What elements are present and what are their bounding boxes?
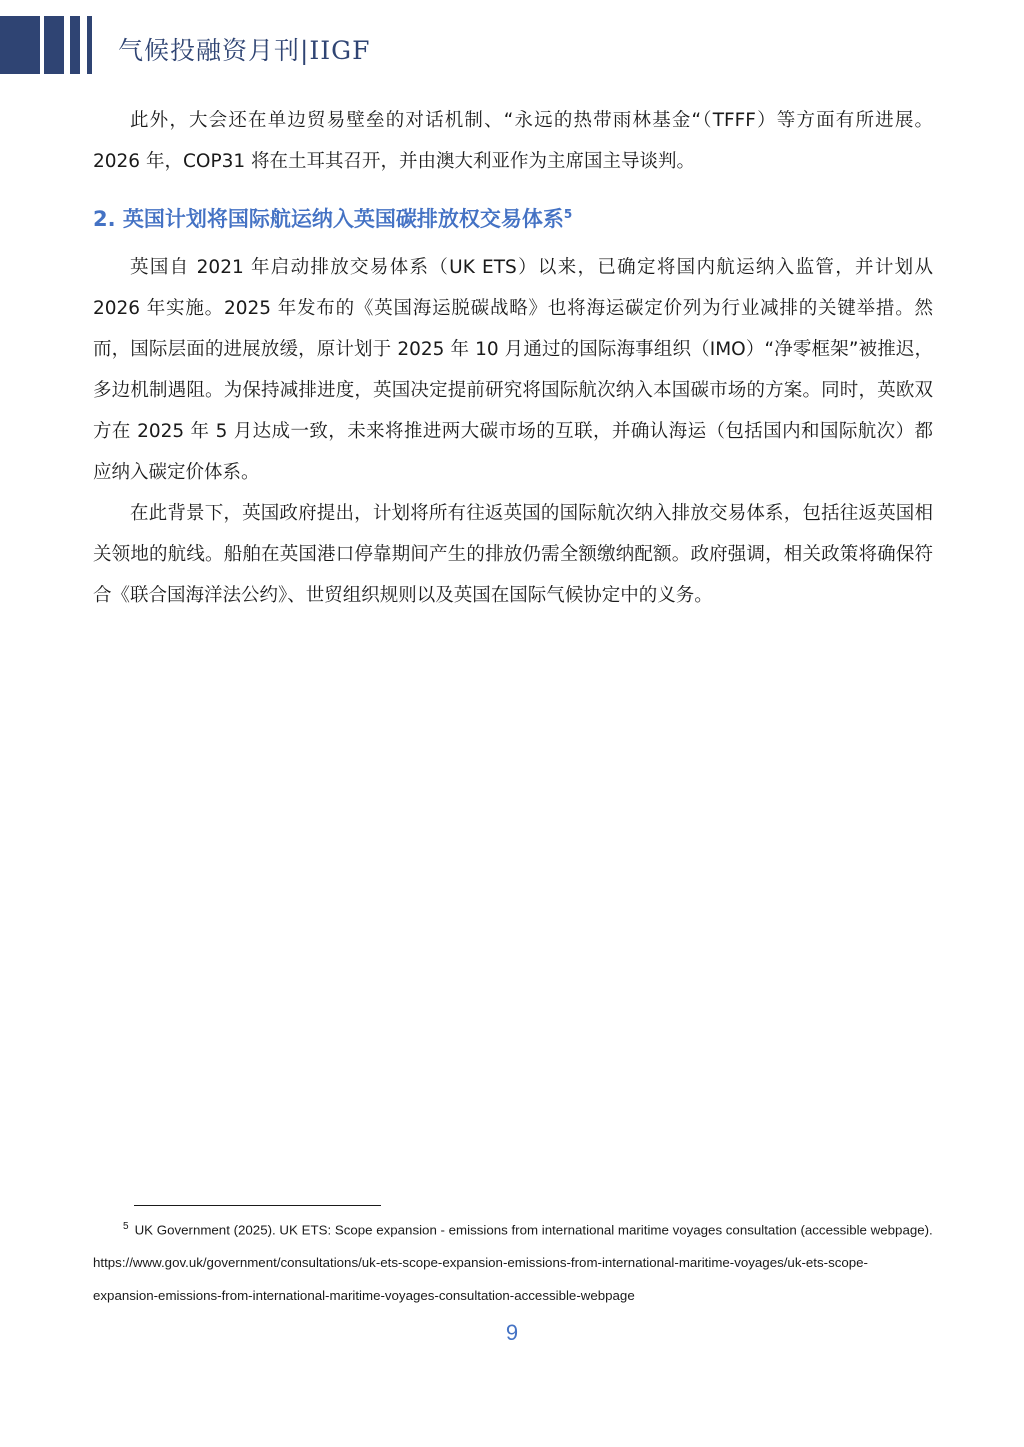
section-heading-text: 2. 英国计划将国际航运纳入英国碳排放权交易体系 [93, 207, 564, 231]
header-bar [70, 16, 80, 74]
footnote-text: UK Government (2025). UK ETS: Scope expansion - emissions from international maritime voyages consultation (accessible webpage). https://www.gov.uk/government/consultations/uk-ets-scope-expansion-emissions-from-international-maritime-voyages/uk-ets-scope-expansion-emissions-from-international-maritime-voyages-consultation-accessible-webpage [93, 1222, 933, 1304]
section-heading [93, 192, 933, 241]
section-paragraph: 在此背景下，英国政府提出，计划将所有往返英国的国际航次纳入排放交易体系，包括往返英国相关领地的航线。船舶在英国港口停靠期间产生的排放仍需全额缴纳配额。政府强调，相关政策将确保符合《联合国海洋法公约》、世贸组织规则以及英国在国际气候协定中的义务。 [93, 503, 933, 606]
header-title: 气候投融资月刊|IIGF [118, 36, 371, 65]
footnote-divider [134, 1205, 381, 1206]
page-number: 9 [505, 1320, 519, 1345]
footnote [93, 1210, 933, 1312]
footnote-reference[interactable]: 5 [563, 207, 573, 221]
section-paragraph: 英国自 2021 年启动排放交易体系（UK ETS）以来，已确定将国内航运纳入监管，并计划从 2026 年实施。2025 年发布的《英国海运脱碳战略》也将海运碳定价列为行业减排的关键举措。然而，国际层面的进展放缓，原计划于 2025 年 10 月通过的国际海事组织（IMO）“净零框架”被推迟，多边机制遇阻。为保持减排进度，英国决定提前研究将国际航次纳入本国碳市场的方案。同时，英欧双方在 2025 年 5 月达成一致，未来将推进两大碳市场的互联，并确认海运（包括国内和国际航次）都应纳入碳定价体系。 [93, 257, 933, 483]
header-bar [0, 16, 40, 74]
main-content [93, 100, 933, 616]
intro-paragraph: 此外，大会还在单边贸易壁垒的对话机制、“永远的热带雨林基金“（TFFF）等方面有所进展。2026 年，COP31 将在土耳其召开，并由澳大利亚作为主席国主导谈判。 [93, 110, 933, 172]
header-bar [44, 16, 64, 74]
footnote-marker: 5 [123, 1221, 129, 1232]
header-bar [87, 16, 92, 74]
